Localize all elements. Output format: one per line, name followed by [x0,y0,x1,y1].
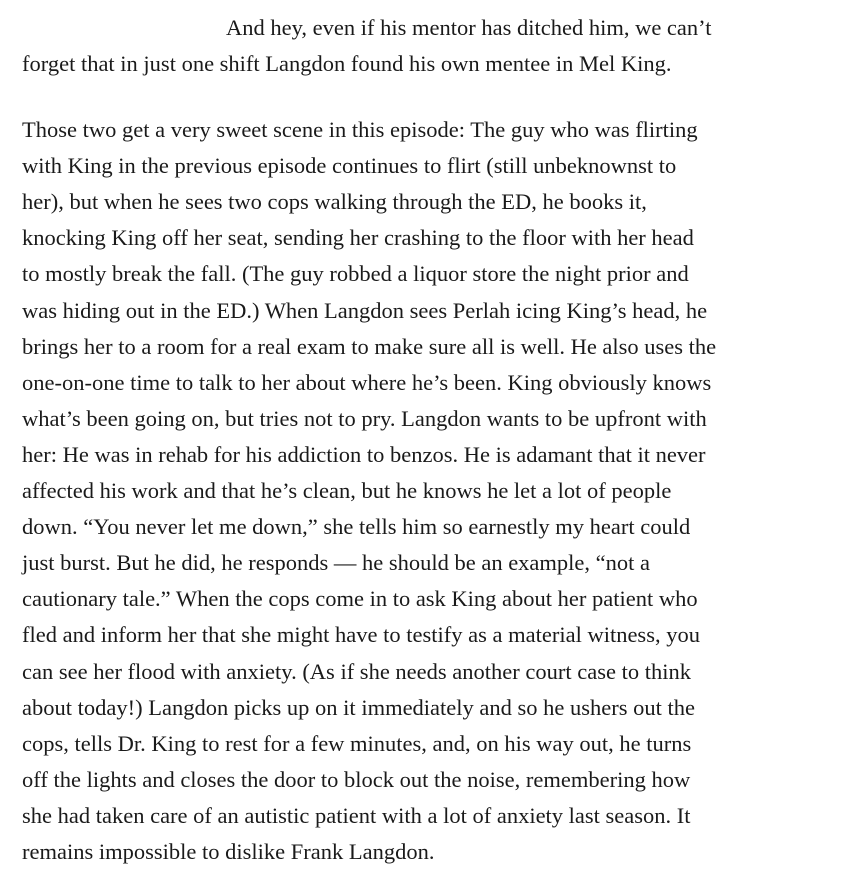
text-line: her: He was in rehab for his addiction to benzos. He is adamant that it never [22,441,706,467]
text-line: remains impossible to dislike Frank Langdon. [22,839,435,864]
text-line: to mostly break the fall. (The guy robbed a liquor store the night prior and [22,261,689,287]
text-line: what’s been going on, but tries not to pry. Langdon wants to be upfront with [22,405,707,431]
text-line: with King in the previous episode continues to flirt (still unbeknownst to [22,153,677,179]
text-line: down. “You never let me down,” she tells him so earnestly my heart could [22,514,691,540]
text-line: And hey, even if his mentor has ditched him, we can’t [226,15,712,40]
text-line: she had taken care of an autistic patient with a lot of anxiety last season. It [22,802,691,828]
text-line: about today!) Langdon picks up on it immediately and so he ushers out the [22,694,695,720]
text-line: brings her to a room for a real exam to make sure all is well. He also uses the [22,333,717,359]
text-line: off the lights and closes the door to block out the noise, remembering how [22,766,691,792]
text-line: fled and inform her that she might have to testify as a material witness, you [22,622,700,648]
text-line: cops, tells Dr. King to rest for a few minutes, and, on his way out, he turns [22,730,692,756]
text-line: knocking King off her seat, sending her crashing to the floor with her head [22,225,694,251]
text-line: just burst. But he did, he responds — he should be an example, “not a [22,550,651,576]
text-line: was hiding out in the ED.) When Langdon sees Perlah icing King’s head, he [22,297,708,323]
text-line: cautionary tale.” When the cops come in to ask King about her patient who [22,586,698,612]
text-line: affected his work and that he’s clean, but he knows he let a lot of people [22,478,672,503]
text-line: her), but when he sees two cops walking through the ED, he books it, [22,189,647,215]
text-line: one-on-one time to talk to her about where he’s been. King obviously knows [22,369,712,395]
text-line: can see her flood with anxiety. (As if she needs another court case to think [22,658,691,684]
text-line: Those two get a very sweet scene in this episode: The guy who was flirting [22,117,698,142]
text-line: forget that in just one shift Langdon found his own mentee in Mel King. [22,51,672,76]
